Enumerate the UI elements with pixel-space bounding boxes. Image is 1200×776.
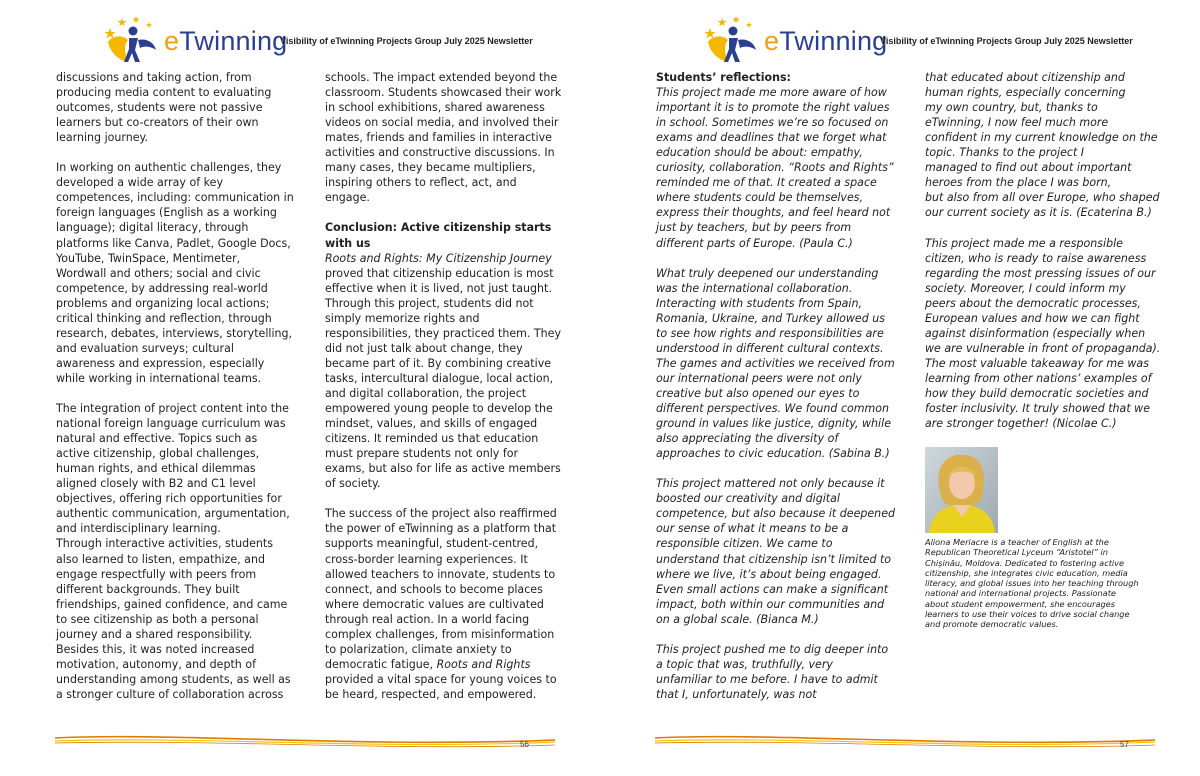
left-page-column-1 [56, 70, 301, 702]
newsletter-title: Visibility of eTwinning Projects Group July 2025 Newsletter [280, 36, 533, 46]
paragraph: The success of the project also reaffirmed the power of eTwinning as a platform that supports meaningful, student-centred, cross-border learning experiences. It allowed teachers to innovate, students to connect, and schools to become places where democratic values are cultivated through real action. In a world facing complex challenges, from misinformation to polarization, climate anxiety to democratic fatigue, Roots and Rights provided a vital space for young voices to be heard, respected, and empowered. [325, 507, 557, 701]
etwinning-logo-icon [702, 14, 762, 66]
newsletter-title: Visibility of eTwinning Projects Group July 2025 Newsletter [880, 36, 1133, 46]
brand-name: eTwinning [764, 26, 888, 56]
paragraph: In working on authentic challenges, they developed a wide array of key competences, including: communication in foreign languages (English as a working language); digital literacy, through platforms like Canva, Padlet, Google Docs, YouTube, TwinSpace, Mentimeter, Wordwall and others; social and civic competence, by addressing real-world problems and organizing local actions; critical thinking and reflection, through research, debates, interviews, storytelling, and evaluation surveys; cultural awareness and expression, especially while working in international teams. [56, 161, 294, 385]
author-caption: Aliona Meriacre is a teacher of English at the Republican Theoretical Lyceum “Aristotel” in Chișinău, Moldova. Dedicated to fostering active citizenship, she integrates civic education, media literacy, and global issues into her teaching through national and international projects. Passionate about student empowerment, she encourages learners to use their voices to drive social change and promote democratic values. [925, 537, 1139, 630]
student-reflection: that educated about citizenship and human rights, especially concerning my own country, but, thanks to eTwinning, I now feel much more confident in my current knowledge on the topic. Thanks to the project I managed to find out about important heroes from the place I was born, but also from all over Europe, who shaped our current society as it is. (Ecaterina B.) [925, 71, 1160, 220]
etwinning-logo-icon [102, 14, 162, 66]
page-57 [600, 0, 1200, 776]
paragraph: Through interactive activities, students also learned to listen, empathize, and engage respectfully with peers from different backgrounds. They built friendships, gained confidence, and came to see citizenship as both a personal journey and a shared responsibility. Besides this, it was noted increased motivation, autonomy, and depth of understanding among students, as well as a stronger culture of collaboration across [56, 537, 291, 701]
paragraph: The integration of project content into the national foreign language curriculum was natural and effective. Topics such as active citizenship, global challenges, human rights, and ethical dilemmas aligned closely with B2 and C1 level objectives, offering rich opportunities for authentic communication, argumentation, and interdisciplinary learning. [56, 402, 290, 536]
left-page-column-2 [325, 70, 570, 702]
page-number: 56 [520, 740, 529, 749]
paragraph: discussions and taking action, from producing media content to evaluating outcomes, students were not passive learners but co-creators of their own learning journey. [56, 71, 272, 145]
paragraph: Roots and Rights: My Citizenship Journey proved that citizenship education is most effective when it is lived, not just taught. Through this project, students did not simply memorize rights and responsibilities, they practiced them. They did not just talk about change, they became part of it. By combining creative tasks, intercultural dialogue, local action, and digital collaboration, the project empowered young people to develop the mindset, values, and skills of engaged citizens. It reminded us that education must prepare students not only for exams, but also for life as active members of society. [325, 251, 562, 491]
page-number: 57 [1120, 740, 1129, 749]
student-reflection: What truly deepened our understanding was the international collaboration. Interacting with students from Spain, Romania, Ukraine, and Turkey allowed us to see how rights and responsibilities are understood in different cultural contexts. The games and activities we received from our international peers were not only creative but also opened our eyes to different perspectives. We found common ground in values like justice, dignity, while also appreciating the diversity of approaches to civic education. (Sabina B.) [656, 266, 895, 461]
footer-swoosh-icon [55, 730, 555, 750]
paragraph: schools. The impact extended beyond the classroom. Students showcased their work in school exhibitions, shared awareness videos on social media, and involved their mates, friends and families in interactive activities and constructive discussions. In many cases, they became multipliers, inspiring others to reflect, act, and engage. [325, 71, 562, 205]
brand-name: eTwinning [164, 26, 288, 56]
footer-swoosh-icon [655, 730, 1155, 750]
section-heading: Conclusion: Active citizenship starts with us [325, 221, 552, 250]
student-reflection: This project mattered not only because it boosted our creativity and digital competence, but also because it deepened our sense of what it means to be a responsible citizen. We came to understand that citizenship isn’t limited to where we live, it’s about being engaged. Even small actions can make a significant impact, both within our communities and on a global scale. (Bianca M.) [656, 477, 895, 626]
student-reflection: This project made me a responsible citizen, who is ready to raise awareness regarding the most pressing issues of our society. Moreover, I could inform my peers about the democratic processes, European values and how we can fight against disinformation (especially when we are vulnerable in front of propaganda). The most valuable takeaway for me was learning from other nations’ examples of how they build democratic societies and foster inclusivity. It truly showed that we are stronger together! (Nicolae C.) [925, 236, 1161, 431]
right-page-column-2 [925, 70, 1170, 431]
student-reflection: This project pushed me to dig deeper into a topic that was, truthfully, very unfamiliar to me before. I have to admit that I, unfortunately, was not [656, 642, 889, 701]
section-heading: Students’ reflections: [656, 71, 791, 84]
author-portrait [925, 447, 998, 533]
right-page-column-1 [656, 70, 901, 702]
student-reflection: This project made me more aware of how important it is to promote the right values in school. Sometimes we’re so focused on exams and deadlines that we forget what education should be about: empathy, curiosity, collaboration. “Roots and Rights” reminded me of that. It created a space where students could be themselves, express their thoughts, and feel heard not just by teachers, but by peers from different parts of Europe. (Paula C.) [656, 86, 894, 250]
